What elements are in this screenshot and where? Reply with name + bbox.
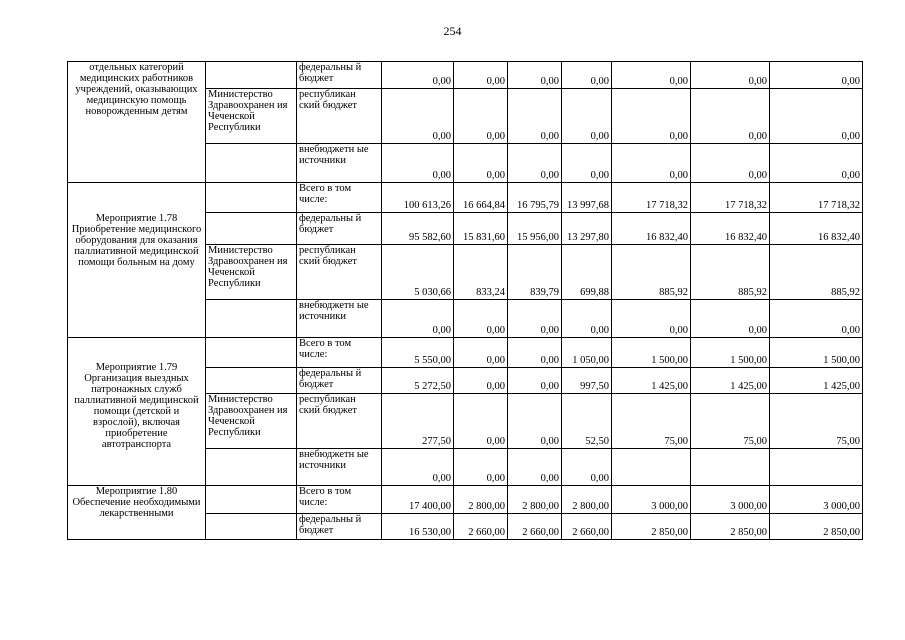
amount-cell: 2 850,00	[691, 514, 770, 540]
amount-cell: 0,00	[454, 449, 508, 486]
amount-cell: 16 832,40	[770, 213, 863, 245]
executor-cell-empty	[206, 144, 297, 183]
amount-cell: 1 425,00	[770, 368, 863, 394]
amount-cell: 833,24	[454, 245, 508, 300]
amount-cell: 13 297,80	[562, 213, 612, 245]
funding-source-cell: Всего в том числе:	[297, 486, 382, 514]
budget-table	[67, 61, 863, 540]
executor-cell-empty	[206, 514, 297, 540]
amount-cell: 0,00	[382, 144, 454, 183]
amount-cell: 2 850,00	[612, 514, 691, 540]
funding-source-cell: федеральны й бюджет	[297, 213, 382, 245]
amount-cell: 0,00	[382, 89, 454, 144]
table-row	[68, 62, 863, 89]
amount-cell: 1 425,00	[612, 368, 691, 394]
amount-cell: 0,00	[454, 300, 508, 338]
amount-cell: 0,00	[382, 300, 454, 338]
amount-cell: 885,92	[770, 245, 863, 300]
amount-cell	[770, 449, 863, 486]
amount-cell: 3 000,00	[770, 486, 863, 514]
amount-cell: 2 800,00	[508, 486, 562, 514]
measure-cell: Мероприятие 1.80 Обеспечение необходимыми лекарственными	[68, 486, 206, 540]
amount-cell: 0,00	[454, 89, 508, 144]
amount-cell: 839,79	[508, 245, 562, 300]
amount-cell: 17 718,32	[691, 183, 770, 213]
amount-cell: 1 500,00	[691, 338, 770, 368]
amount-cell: 0,00	[454, 62, 508, 89]
executor-cell-empty	[206, 449, 297, 486]
amount-cell: 997,50	[562, 368, 612, 394]
amount-cell: 2 850,00	[770, 514, 863, 540]
amount-cell: 75,00	[770, 394, 863, 449]
amount-cell: 1 500,00	[612, 338, 691, 368]
amount-cell: 17 718,32	[612, 183, 691, 213]
amount-cell: 0,00	[508, 89, 562, 144]
amount-cell: 0,00	[691, 300, 770, 338]
funding-source-cell: внебюджетн ые источники	[297, 144, 382, 183]
amount-cell: 0,00	[454, 338, 508, 368]
amount-cell	[612, 449, 691, 486]
amount-cell: 699,88	[562, 245, 612, 300]
funding-source-cell: федеральны й бюджет	[297, 368, 382, 394]
amount-cell: 0,00	[612, 62, 691, 89]
amount-cell: 75,00	[691, 394, 770, 449]
measure-cell: Мероприятие 1.79 Организация выездных патронажных служб паллиативной медицинской помощи (детской и взрослой), включая приобретение автотранспорта	[68, 338, 206, 486]
amount-cell: 16 832,40	[612, 213, 691, 245]
measure-cell: Мероприятие 1.78 Приобретение медицинского оборудования для оказания паллиативной медицинской помощи больным на дому	[68, 183, 206, 338]
amount-cell: 0,00	[562, 300, 612, 338]
executor-cell-empty	[206, 486, 297, 514]
amount-cell: 277,50	[382, 394, 454, 449]
amount-cell: 0,00	[508, 394, 562, 449]
amount-cell: 75,00	[612, 394, 691, 449]
amount-cell: 2 660,00	[508, 514, 562, 540]
executor-cell: Министерство Здравоохранен ия Чеченской Республики	[206, 245, 297, 300]
amount-cell: 0,00	[454, 394, 508, 449]
amount-cell: 0,00	[508, 300, 562, 338]
amount-cell: 95 582,60	[382, 213, 454, 245]
amount-cell: 15 831,60	[454, 213, 508, 245]
amount-cell: 5 272,50	[382, 368, 454, 394]
amount-cell: 15 956,00	[508, 213, 562, 245]
measure-cell: отдельных категорий медицинских работников учреждений, оказывающих медицинскую помощь новорожденным детям	[68, 62, 206, 183]
amount-cell: 0,00	[562, 62, 612, 89]
amount-cell: 0,00	[770, 89, 863, 144]
amount-cell: 52,50	[562, 394, 612, 449]
amount-cell: 2 800,00	[562, 486, 612, 514]
amount-cell: 0,00	[691, 144, 770, 183]
table-row	[68, 486, 863, 514]
amount-cell: 0,00	[454, 368, 508, 394]
amount-cell: 0,00	[382, 449, 454, 486]
amount-cell: 2 660,00	[562, 514, 612, 540]
amount-cell: 5 030,66	[382, 245, 454, 300]
amount-cell: 885,92	[612, 245, 691, 300]
amount-cell: 0,00	[562, 89, 612, 144]
amount-cell: 0,00	[770, 300, 863, 338]
amount-cell: 0,00	[612, 144, 691, 183]
amount-cell: 17 718,32	[770, 183, 863, 213]
funding-source-cell: внебюджетн ые источники	[297, 300, 382, 338]
amount-cell: 0,00	[508, 449, 562, 486]
amount-cell: 1 050,00	[562, 338, 612, 368]
amount-cell: 0,00	[382, 62, 454, 89]
amount-cell: 0,00	[612, 89, 691, 144]
amount-cell: 0,00	[508, 62, 562, 89]
amount-cell: 0,00	[508, 144, 562, 183]
executor-cell-empty	[206, 338, 297, 368]
amount-cell: 1 425,00	[691, 368, 770, 394]
funding-source-cell: федеральны й бюджет	[297, 62, 382, 89]
amount-cell: 0,00	[612, 300, 691, 338]
funding-source-cell: федеральны й бюджет	[297, 514, 382, 540]
amount-cell: 16 664,84	[454, 183, 508, 213]
amount-cell: 16 795,79	[508, 183, 562, 213]
amount-cell: 0,00	[691, 89, 770, 144]
amount-cell: 0,00	[562, 144, 612, 183]
amount-cell: 0,00	[770, 144, 863, 183]
amount-cell: 0,00	[562, 449, 612, 486]
amount-cell: 0,00	[691, 62, 770, 89]
amount-cell: 17 400,00	[382, 486, 454, 514]
executor-cell-empty	[206, 368, 297, 394]
amount-cell: 885,92	[691, 245, 770, 300]
executor-cell-empty	[206, 183, 297, 213]
amount-cell: 16 530,00	[382, 514, 454, 540]
page-number: 254	[443, 24, 462, 38]
funding-source-cell: Всего в том числе:	[297, 338, 382, 368]
amount-cell	[691, 449, 770, 486]
amount-cell: 2 660,00	[454, 514, 508, 540]
table-row	[68, 338, 863, 368]
amount-cell: 1 500,00	[770, 338, 863, 368]
amount-cell: 0,00	[508, 368, 562, 394]
amount-cell: 5 550,00	[382, 338, 454, 368]
executor-cell-empty	[206, 300, 297, 338]
amount-cell: 0,00	[508, 338, 562, 368]
amount-cell: 16 832,40	[691, 213, 770, 245]
funding-source-cell: республикан ский бюджет	[297, 245, 382, 300]
amount-cell: 13 997,68	[562, 183, 612, 213]
amount-cell: 3 000,00	[612, 486, 691, 514]
executor-cell-empty	[206, 213, 297, 245]
funding-source-cell: Всего в том числе:	[297, 183, 382, 213]
table-row	[68, 183, 863, 213]
funding-source-cell: республикан ский бюджет	[297, 89, 382, 144]
executor-cell-empty	[206, 62, 297, 89]
executor-cell: Министерство Здравоохранен ия Чеченской Республики	[206, 394, 297, 449]
amount-cell: 0,00	[454, 144, 508, 183]
executor-cell: Министерство Здравоохранен ия Чеченской Республики	[206, 89, 297, 144]
amount-cell: 3 000,00	[691, 486, 770, 514]
amount-cell: 0,00	[770, 62, 863, 89]
amount-cell: 100 613,26	[382, 183, 454, 213]
funding-source-cell: республикан ский бюджет	[297, 394, 382, 449]
amount-cell: 2 800,00	[454, 486, 508, 514]
funding-source-cell: внебюджетн ые источники	[297, 449, 382, 486]
